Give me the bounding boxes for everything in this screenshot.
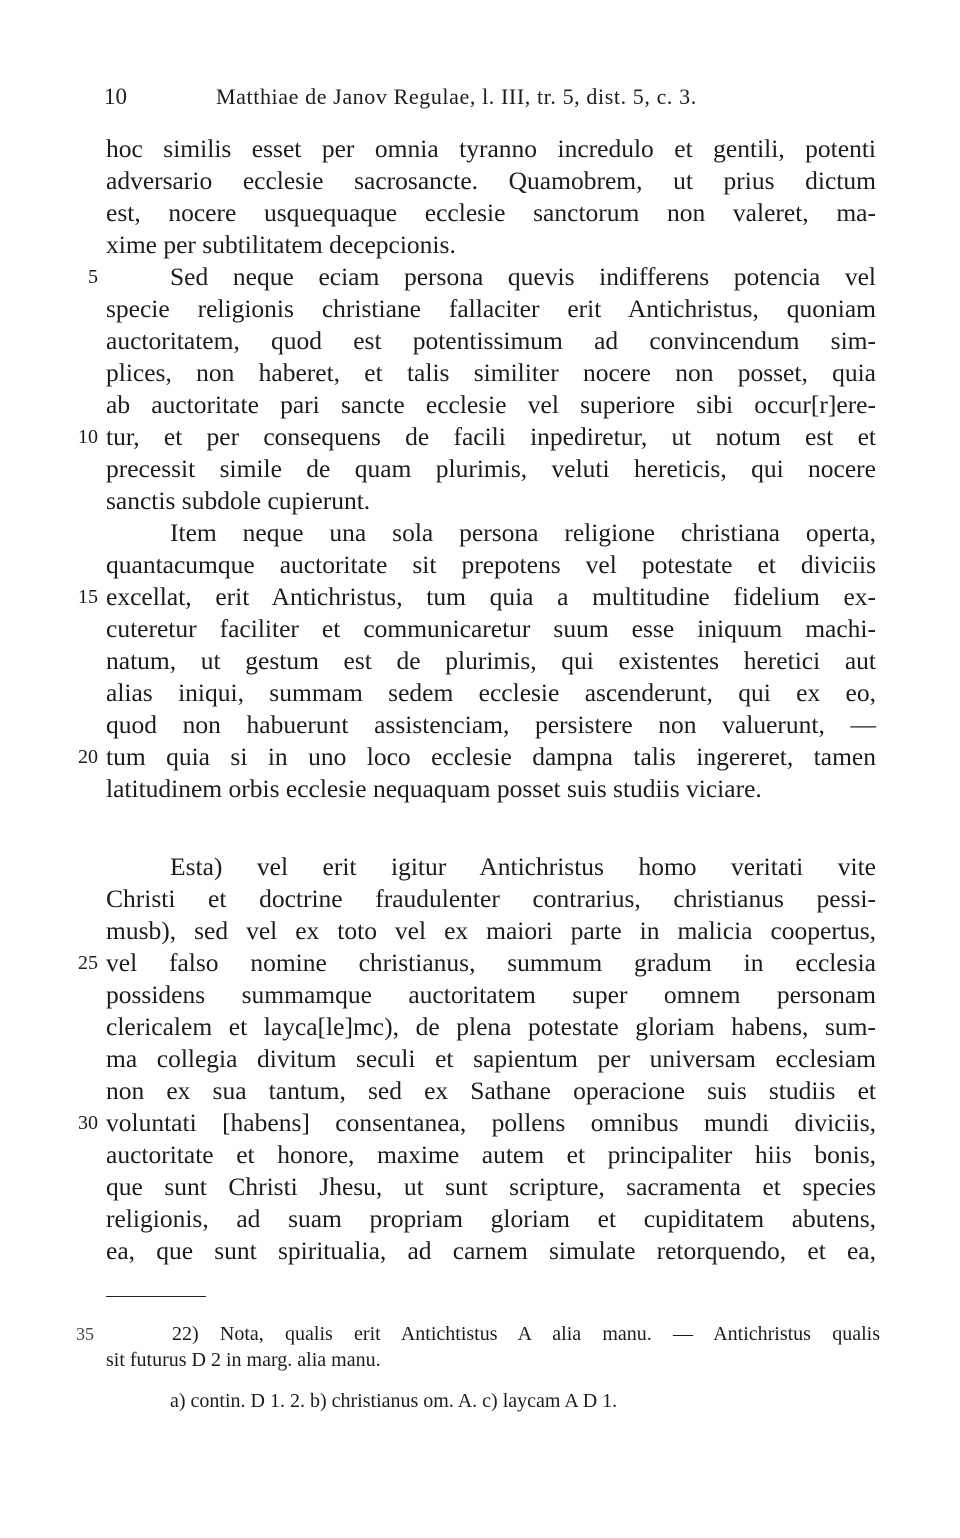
text-line: excellat, erit Antichristus, tum quia a multitudine fidelium ex- [106,582,876,611]
running-head: Matthiae de Janov Regulae, l. III, tr. 5, dist. 5, c. 3. [216,84,697,109]
text-line: ab auctoritate pari sancte ecclesie vel superiore sibi occur[r]ere- [106,390,876,419]
text-line: quod non habuerunt assistenciam, persistere non valuerunt, — [106,710,876,739]
text-line: precessit simile de quam plurimis, veluti hereticis, qui nocere [106,454,876,483]
line-number: 30 [78,1112,98,1134]
line-number: 5 [88,266,98,288]
footnote-line: 22) Nota, qualis erit Antichtistus A alia manu. — Antichristus qualis [172,1323,880,1345]
text-line: cuteretur faciliter et communicaretur suum esse iniquum machi- [106,614,876,643]
text-line: vel falso nomine christianus, summum gradum in ecclesia [106,948,876,977]
text-line: quantacumque auctoritate sit prepotens vel potestate et diviciis [106,550,876,579]
text-line: Christi et doctrine fraudulenter contrarius, christianus pessi- [106,884,876,913]
line-number: 15 [78,586,98,608]
line-number: 25 [78,952,98,974]
text-line: alias iniqui, summam sedem ecclesie ascenderunt, qui ex eo, [106,678,876,707]
text-line: ea, que sunt spiritualia, ad carnem simulate retorquendo, et ea, [106,1236,876,1265]
text-line: natum, ut gestum est de plurimis, qui existentes heretici aut [106,646,876,675]
text-line: clericalem et layca[le]mc), de plena potestate gloriam habens, sum- [106,1012,876,1041]
text-line: sanctis subdole cupierunt. [106,486,371,515]
text-line: possidens summamque auctoritatem super omnem personam [106,980,876,1009]
text-line: specie religionis christiane fallaciter erit Antichristus, quoniam [106,294,876,323]
line-number: 10 [78,426,98,448]
text-line: auctoritate et honore, maxime autem et principaliter hiis bonis, [106,1140,876,1169]
text-line: Esta) vel erit igitur Antichristus homo veritati vite [170,852,876,881]
text-line: que sunt Christi Jhesu, ut sunt scripture, sacramenta et species [106,1172,876,1201]
text-line: auctoritatem, quod est potentissimum ad convincendum sim- [106,326,876,355]
text-line: adversario ecclesie sacrosancte. Quamobrem, ut prius dictum [106,166,876,195]
critical-apparatus: a) contin. D 1. 2. b) christianus om. A. c) laycam A D 1. [170,1390,618,1412]
text-line: tum quia si in uno loco ecclesie dampna talis ingereret, tamen [106,742,876,771]
footnote-line-number: 35 [76,1324,94,1344]
footnote-line: sit futurus D 2 in marg. alia manu. [106,1349,381,1371]
text-line: Item neque una sola persona religione christiana operta, [170,518,876,547]
text-line: voluntati [habens] consentanea, pollens omnibus mundi diviciis, [106,1108,876,1137]
text-line: religionis, ad suam propriam gloriam et cupiditatem abutens, [106,1204,876,1233]
text-line: est, nocere usquequaque ecclesie sanctorum non valeret, ma- [106,198,876,227]
line-number: 20 [78,746,98,768]
text-line: latitudinem orbis ecclesie nequaquam posset suis studiis viciare. [106,774,762,803]
text-line: non ex sua tantum, sed ex Sathane operacione suis studiis et [106,1076,876,1105]
text-line: plices, non haberet, et talis similiter nocere non posset, quia [106,358,876,387]
text-line: musb), sed vel ex toto vel ex maiori parte in malicia coopertus, [106,916,876,945]
page-header [0,84,960,114]
text-line: ma collegia divitum seculi et sapientum per universam ecclesiam [106,1044,876,1073]
text-line: xime per subtilitatem decepcionis. [106,230,456,259]
footnote-rule [106,1296,206,1297]
page-number: 10 [104,84,127,109]
text-line: hoc similis esset per omnia tyranno incredulo et gentili, potenti [106,134,876,163]
text-line: tur, et per consequens de facili inpediretur, ut notum est et [106,422,876,451]
text-line: Sed neque eciam persona quevis indifferens potencia vel [170,262,876,291]
